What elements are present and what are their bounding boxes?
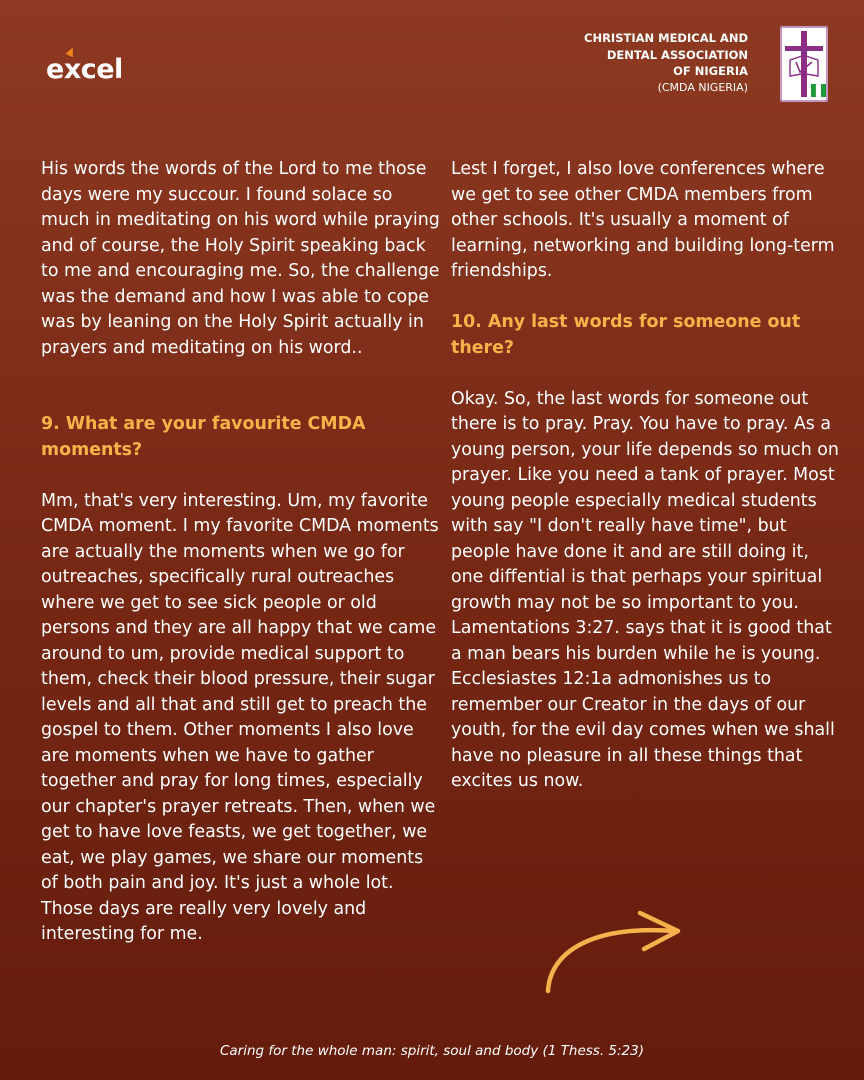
organization-name xyxy=(584,30,748,96)
logo-text-end: cel xyxy=(80,54,123,85)
left-column xyxy=(41,157,441,948)
left-paragraph-1: His words the words of the Lord to me those days were my succour. I found solace so much in meditating on his word while praying and of course, the Holy Spirit speaking back to me and encouraging me. So, the challenge was the demand and how I was able to cope was by leaning on the Holy Spirit actually in prayers and meditating on his word.. xyxy=(41,159,440,358)
cmda-cross-emblem-icon xyxy=(780,26,828,102)
org-line-4: (CMDA NIGERIA) xyxy=(657,80,748,94)
right-paragraph-1: Lest I forget, I also love conferences where we get to see other CMDA members from other schools. It's usually a moment of learning, networking and building long-term friendships. xyxy=(451,159,835,281)
right-paragraph-2: Okay. So, the last words for someone out there is to pray. Pray. You have to pray. As a young person, your life depends so much on prayer. Like you need a tank of prayer. Most young people especially medical students with say "I don't really have time", but people have done it and are still doing it, one diffential is that perhaps your spiritual growth may not be so important to you. Lamentations 3:27. says that it is good that a man bears his burden while he is young. Ecclesiastes 12:1a admonishes us to remember our Creator in the days of our youth, for the evil day comes when we shall have no pleasure in all these things that excites us now. xyxy=(451,388,839,791)
curved-arrow-right-icon xyxy=(538,905,688,1002)
excel-logo xyxy=(46,54,123,85)
org-line-2: DENTAL ASSOCIATION xyxy=(606,47,748,62)
right-column xyxy=(451,157,846,795)
question-10-heading: 10. Any last words for someone out there? xyxy=(451,312,801,358)
left-paragraph-2: Mm, that's very interesting. Um, my favorite CMDA moment. I my favorite CMDA moments are actually the moments when we go for outreaches, specifically rural outreaches where we get to see sick people or old persons and they are all happy that we came around to um, provide medical support to them, check their blood pressure, their sugar levels and all that and still get to preach the gospel to them. Other moments I also love are moments when we have to gather together and pray for long times, especially our chapter's prayer retreats. Then, when we get to have love feasts, we get together, we eat, we play games, we share our moments of both pain and joy. It's just a whole lot. Those days are really very lovely and interesting for me. xyxy=(41,490,439,944)
org-line-3: OF NIGERIA xyxy=(673,64,748,78)
logo-text-x: x xyxy=(64,54,81,85)
logo-text-start: e xyxy=(46,54,64,85)
question-9-heading: 9. What are your favourite CMDA moments? xyxy=(41,414,366,460)
org-line-1: CHRISTIAN MEDICAL AND xyxy=(584,31,748,45)
footer-motto: Caring for the whole man: spirit, soul and body (1 Thess. 5:23) xyxy=(219,1043,645,1059)
